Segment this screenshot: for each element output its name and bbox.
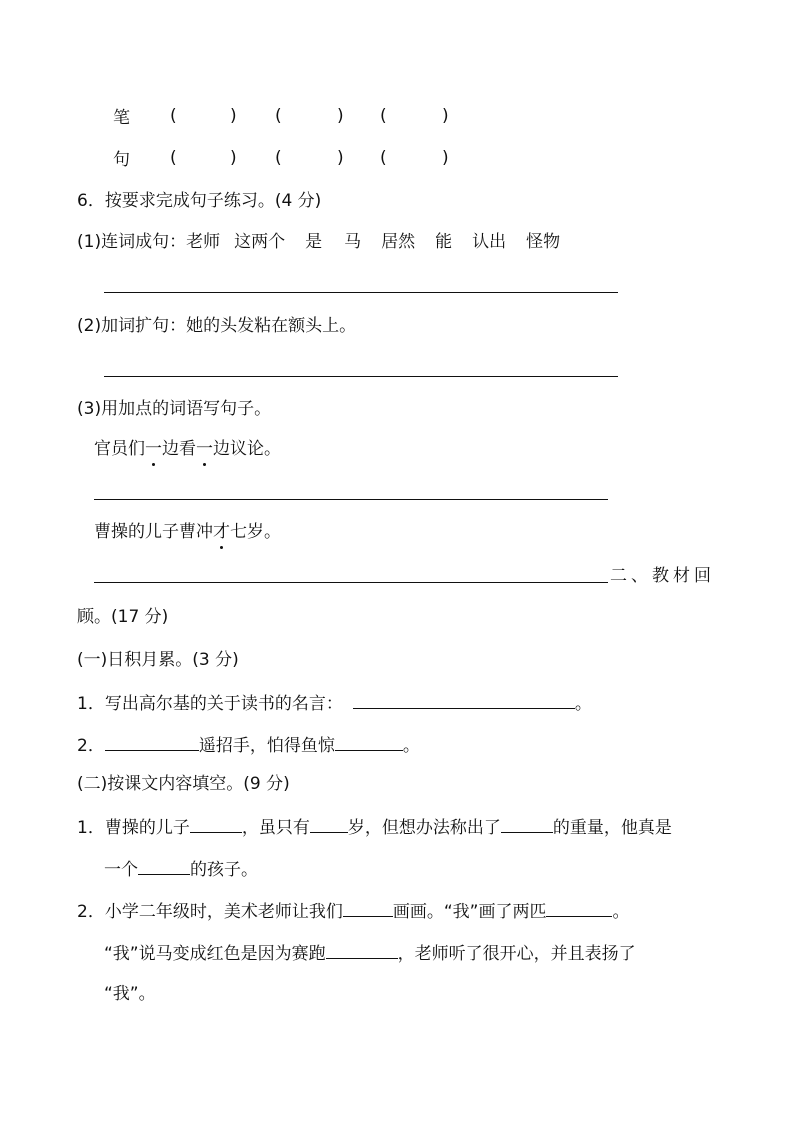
fill-blank[interactable]	[105, 732, 199, 751]
fill-blank[interactable]	[335, 732, 403, 751]
part2-title: (二)按课文内容填空。(9 分)	[77, 774, 290, 794]
sub2-label: (2)加词扩句：	[77, 316, 187, 336]
q6-sub2	[77, 314, 356, 338]
paren: )	[442, 148, 449, 168]
fill-blank[interactable]	[546, 898, 612, 917]
paren: )	[230, 148, 237, 168]
paren: )	[230, 106, 237, 126]
q6-title: 6．按要求完成句子练习。(4 分)	[77, 191, 322, 211]
dotted-char: 一	[196, 439, 213, 459]
fill-blank[interactable]	[326, 940, 398, 959]
word: 居然	[381, 232, 416, 252]
answer-line[interactable]	[94, 582, 608, 583]
word: 是	[305, 232, 323, 252]
dotted-char: 才	[213, 522, 230, 542]
part2-q2-cont: “我”说马变成红色是因为赛跑 ，老师听了很开心，并且表扬了	[104, 940, 636, 966]
paren: (	[275, 106, 282, 126]
word: 怪物	[526, 232, 561, 252]
char-row-ju	[113, 148, 130, 172]
section2-title-b: 顾。(17 分)	[77, 607, 169, 627]
paren: )	[337, 106, 344, 126]
paren: )	[442, 106, 449, 126]
fill-blank[interactable]	[343, 898, 393, 917]
answer-line[interactable]	[104, 292, 618, 293]
word: 马	[344, 232, 362, 252]
char-label: 句	[113, 150, 130, 170]
fill-blank[interactable]	[310, 814, 348, 833]
paren: (	[275, 148, 282, 168]
part1-q1: 1．写出高尔基的关于读书的名言： 。	[77, 690, 592, 716]
q6-sub3: (3)用加点的词语写句子。	[77, 399, 272, 419]
paren: (	[380, 148, 387, 168]
answer-line[interactable]	[94, 499, 608, 500]
paren: (	[170, 148, 177, 168]
section2-title-a: 二、教材回	[610, 566, 715, 586]
sub2-sentence: 她的头发粘在额头上。	[186, 316, 357, 336]
dotted-char: 一	[145, 439, 162, 459]
fill-blank[interactable]	[353, 690, 575, 709]
part2-q1: 1．曹操的儿子 ，虽只有 岁，但想办法称出了 的重量，他真是	[77, 814, 672, 840]
q6-sub1	[77, 230, 560, 254]
part2-q1-cont: 一个 的孩子。	[104, 856, 258, 882]
part1-q2: 2． 遥招手，怕得鱼惊 。	[77, 732, 420, 758]
word: 这两个	[234, 232, 286, 252]
part2-q2-cont2: “我”。	[104, 984, 156, 1004]
word: 老师	[186, 232, 221, 252]
fill-blank[interactable]	[501, 814, 553, 833]
paren: (	[170, 106, 177, 126]
paren: (	[380, 106, 387, 126]
q6-sub3-example1: 官员们一边看一边议论。	[94, 439, 281, 459]
answer-line[interactable]	[104, 376, 618, 377]
word: 能	[435, 232, 453, 252]
part2-q2: 2．小学二年级时，美术老师让我们 画画。“我”画了两匹 。	[77, 898, 629, 924]
char-label: 笔	[113, 108, 130, 128]
paren: )	[337, 148, 344, 168]
sub1-label: (1)连词成句：	[77, 232, 187, 252]
part1-title: (一)日积月累。(3 分)	[77, 650, 239, 670]
fill-blank[interactable]	[138, 856, 190, 875]
word: 认出	[472, 232, 507, 252]
q6-sub3-example2: 曹操的儿子曹冲才七岁。	[94, 522, 281, 542]
char-row-bi	[113, 106, 130, 130]
fill-blank[interactable]	[190, 814, 242, 833]
